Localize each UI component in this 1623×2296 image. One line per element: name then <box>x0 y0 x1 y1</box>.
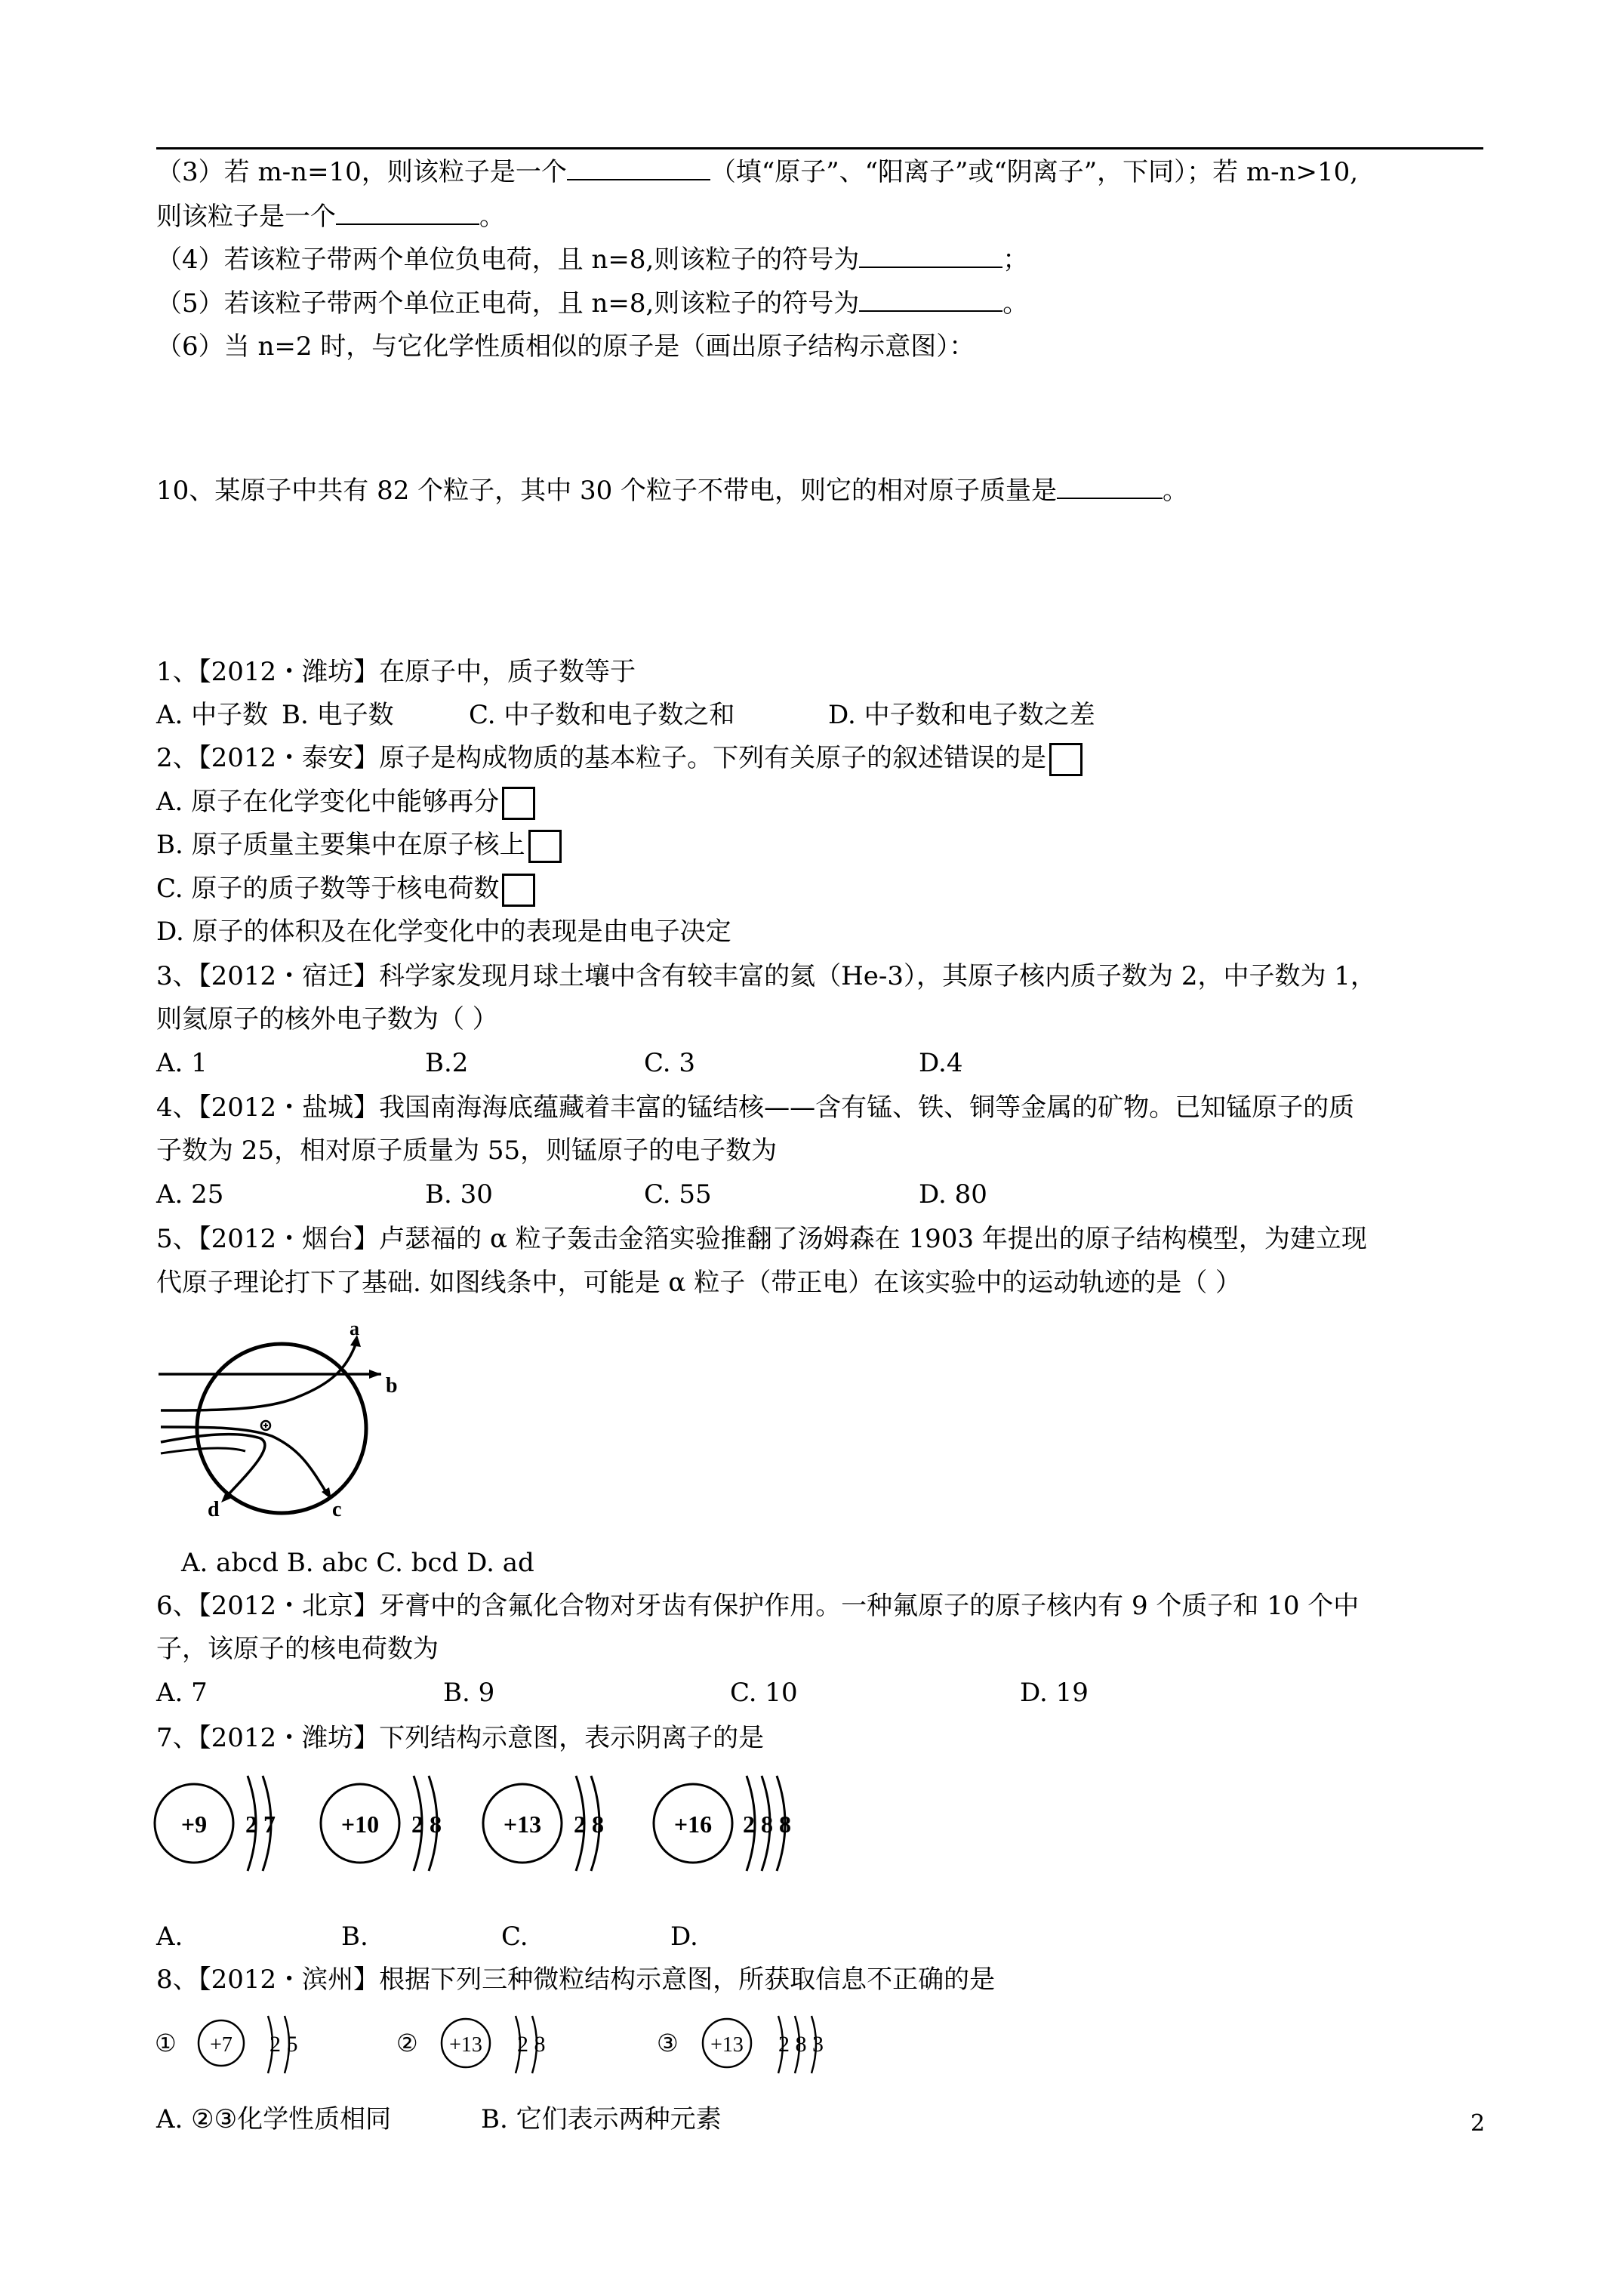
svg-text:2 8: 2 8 <box>574 1811 604 1838</box>
alpha-scattering-figure <box>155 1321 411 1518</box>
svg-text:+13: +13 <box>503 1811 542 1838</box>
option-b[interactable]: B. <box>341 1922 368 1952</box>
option-c[interactable]: C. 55 <box>644 1179 712 1210</box>
p7-labels <box>156 1920 698 1953</box>
p8-stem: 8、【2012・滨州】根据下列三种微粒结构示意图，所获取信息不正确的是 <box>156 1965 996 1995</box>
option-b[interactable]: B. 9 <box>443 1678 495 1708</box>
option-a[interactable]: A. 7 <box>156 1678 208 1708</box>
option-a[interactable]: A. <box>156 1922 183 1952</box>
q9-3-line1: （3）若 m-n=10，则该粒子是一个 （填“原子”、“阳离子”或“阴离子”，下同）；若 m-n>10, <box>156 157 1359 187</box>
svg-text:②: ② <box>396 2029 418 2057</box>
svg-text:2 7: 2 7 <box>245 1811 276 1838</box>
q9-5: （5）若该粒子带两个单位正电荷，且 n=8,则该粒子的符号为 。 <box>156 288 1029 319</box>
q9-3-line2: 则该粒子是一个 。 <box>156 202 505 232</box>
p5-stem-2: 代原子理论打下了基础. 如图线条中，可能是 α 粒子（带正电）在该实验中的运动轨迹的是（ ） <box>156 1268 1241 1298</box>
option-a[interactable]: A. ②③化学性质相同 <box>156 2104 392 2134</box>
svg-text:+9: +9 <box>180 1811 208 1838</box>
option-a[interactable]: A. 25 <box>156 1179 224 1210</box>
p8-options <box>156 2103 722 2136</box>
p8-structure-diagrams <box>155 2008 879 2084</box>
p7-diagram-c <box>483 1776 604 1871</box>
p4-stem-2: 子数为 25，相对原子质量为 55，则锰原子的电子数为 <box>156 1136 778 1166</box>
p5-options[interactable]: A. abcd B. abc C. bcd D. ad <box>181 1548 534 1578</box>
p4-options <box>156 1178 987 1211</box>
answer-box[interactable] <box>502 787 535 820</box>
svg-text:2 8: 2 8 <box>517 2032 546 2057</box>
p7-diagram-d <box>654 1776 791 1871</box>
svg-text:+7: +7 <box>210 2033 233 2057</box>
p2-option-c: C. 原子的质子数等于核电荷数 <box>156 872 535 907</box>
p7-structure-diagrams <box>151 1759 830 1888</box>
option-c[interactable]: C. 中子数和电子数之和 <box>469 700 735 730</box>
option-c[interactable]: C. 3 <box>644 1048 696 1078</box>
option-d[interactable]: D. <box>670 1922 698 1952</box>
svg-text:+16: +16 <box>673 1811 713 1838</box>
answer-blank[interactable] <box>1057 475 1163 499</box>
option-a[interactable]: A. 中子数 <box>156 700 269 730</box>
label-d: d <box>208 1498 220 1518</box>
p2-stem: 2、【2012・泰安】原子是构成物质的基本粒子。下列有关原子的叙述错误的是 <box>156 741 1083 776</box>
header-rule <box>156 147 1483 149</box>
answer-box[interactable] <box>528 830 562 863</box>
svg-text:+13: +13 <box>710 2033 744 2057</box>
p7-diagram-a <box>155 1776 276 1871</box>
option-a[interactable]: A. 1 <box>156 1048 208 1078</box>
option-c[interactable]: C. 10 <box>730 1678 798 1708</box>
p1-stem: 1、【2012・潍坊】在原子中，质子数等于 <box>156 657 636 687</box>
p5-stem-1: 5、【2012・烟台】卢瑟福的 α 粒子轰击金箔实验推翻了汤姆森在 1903 年提出的原子结构模型，为建立现 <box>156 1224 1367 1254</box>
label-c: c <box>332 1498 342 1518</box>
p3-stem-2: 则氦原子的核外电子数为（ ） <box>156 1004 498 1034</box>
p3-options <box>156 1046 963 1080</box>
answer-blank[interactable] <box>859 288 1002 312</box>
option-d[interactable]: D.4 <box>919 1048 963 1078</box>
p3-stem-1: 3、【2012・宿迁】科学家发现月球土壤中含有较丰富的氦（He-3），其原子核内质子数为 2，中子数为 1， <box>156 961 1376 991</box>
p7-stem: 7、【2012・潍坊】下列结构示意图，表示阴离子的是 <box>156 1723 765 1753</box>
option-d[interactable]: D. 80 <box>919 1179 987 1210</box>
p2-option-d: D. 原子的体积及在化学变化中的表现是由电子决定 <box>156 917 731 947</box>
p2-option-b: B. 原子质量主要集中在原子核上 <box>156 828 562 863</box>
answer-blank[interactable] <box>336 201 479 225</box>
p6-options <box>156 1676 1089 1709</box>
option-d[interactable]: D. 中子数和电子数之差 <box>828 700 1095 730</box>
label-b: b <box>386 1374 398 1398</box>
answer-box[interactable] <box>502 874 535 907</box>
page-number: 2 <box>1471 2110 1486 2137</box>
p8-diagram-3 <box>657 2016 824 2073</box>
p6-stem-1: 6、【2012・北京】牙膏中的含氟化合物对牙齿有保护作用。一种氟原子的原子核内有 9 个质子和 10 个中 <box>156 1591 1360 1621</box>
p2-option-a: A. 原子在化学变化中能够再分 <box>156 785 535 820</box>
label-a: a <box>350 1321 359 1339</box>
option-b[interactable]: B.2 <box>425 1048 469 1078</box>
answer-box[interactable] <box>1049 743 1083 776</box>
svg-text:2 8: 2 8 <box>411 1811 442 1838</box>
svg-text:③: ③ <box>657 2029 679 2057</box>
p1-options <box>156 698 1095 732</box>
q9-6: （6）当 n=2 时，与它化学性质相似的原子是（画出原子结构示意图）： <box>156 331 975 362</box>
answer-blank[interactable] <box>567 156 710 180</box>
p4-stem-1: 4、【2012・盐城】我国南海海底蕴藏着丰富的锰结核——含有锰、铁、铜等金属的矿物。已知锰原子的质 <box>156 1093 1355 1123</box>
svg-text:①: ① <box>155 2029 177 2057</box>
q10: 10、某原子中共有 82 个粒子，其中 30 个粒子不带电，则它的相对原子质量是 。 <box>156 476 1189 506</box>
svg-text:+10: +10 <box>340 1811 380 1838</box>
p6-stem-2: 子，该原子的核电荷数为 <box>156 1634 439 1664</box>
p8-diagram-2 <box>396 2016 546 2073</box>
option-b[interactable]: B. 它们表示两种元素 <box>481 2104 722 2134</box>
p7-diagram-b <box>321 1776 442 1871</box>
svg-text:+13: +13 <box>449 2033 482 2057</box>
p8-diagram-1 <box>155 2016 298 2073</box>
option-d[interactable]: D. 19 <box>1020 1678 1089 1708</box>
svg-text:2 8 8: 2 8 8 <box>743 1811 791 1838</box>
option-b[interactable]: B. 30 <box>425 1179 493 1210</box>
svg-text:2 8 3: 2 8 3 <box>778 2032 824 2057</box>
q9-4: （4）若该粒子带两个单位负电荷，且 n=8,则该粒子的符号为 ； <box>156 245 1029 275</box>
option-c[interactable]: C. <box>501 1922 528 1952</box>
option-b[interactable]: B. 电子数 <box>282 700 394 730</box>
answer-blank[interactable] <box>859 244 1002 268</box>
svg-text:2 5: 2 5 <box>269 2032 298 2057</box>
